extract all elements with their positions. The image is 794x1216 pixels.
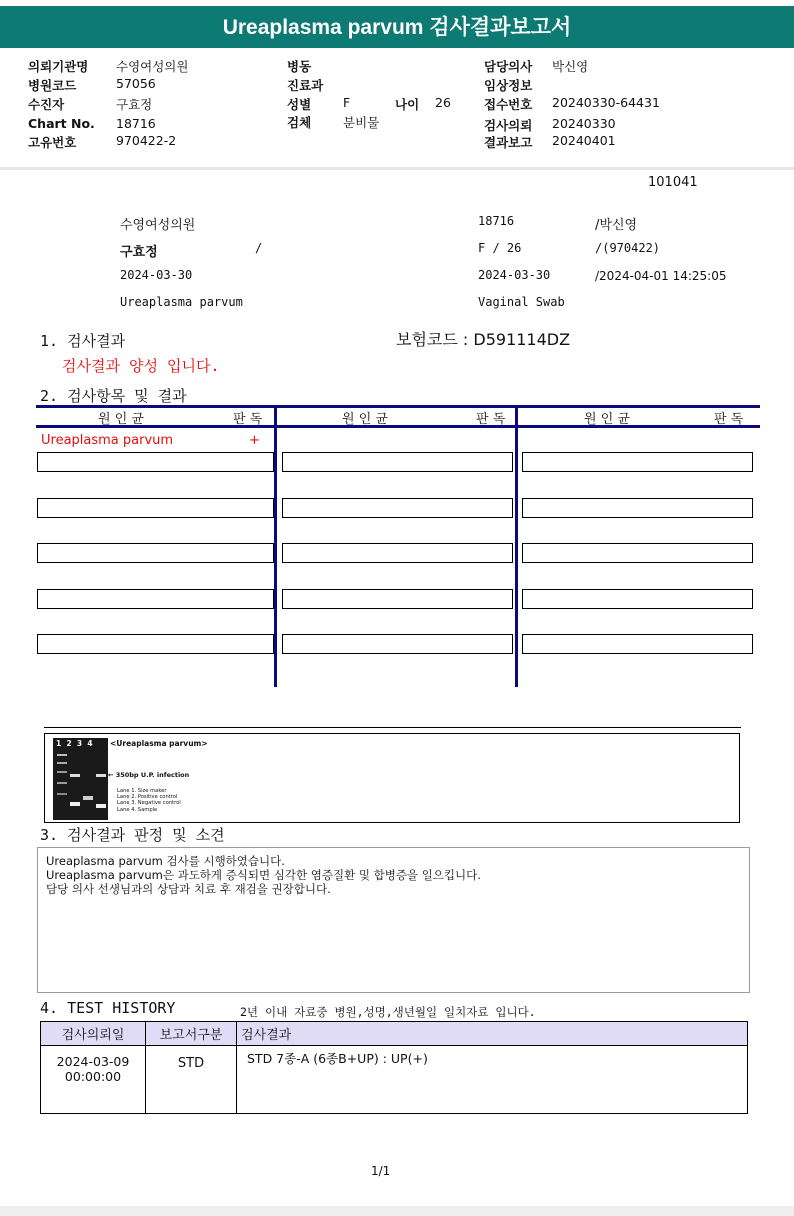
grid-top-line xyxy=(36,405,760,408)
result-cell xyxy=(37,634,274,654)
history-col-type: 보고서구분 xyxy=(146,1022,237,1046)
result-cell xyxy=(37,452,274,472)
col3-pathogen-header: 원 인 균 xyxy=(584,412,630,427)
label-institution: 의뢰기관명 xyxy=(28,59,89,74)
section4-title: 4. TEST HISTORY xyxy=(40,999,176,1017)
doc-number: 101041 xyxy=(648,175,698,190)
label-ward: 병동 xyxy=(287,59,312,74)
section3-title: 3. 검사결과 판정 및 소견 xyxy=(40,826,225,844)
gel-bands xyxy=(53,738,108,820)
report-title: Ureaplasma parvum 검사결과보고서 xyxy=(0,6,794,48)
label-age: 나이 xyxy=(395,97,420,112)
gel-figure-box xyxy=(44,733,740,823)
value-receipt-no: 20240330-64431 xyxy=(552,95,660,110)
result-cell xyxy=(522,634,753,654)
col2-pathogen-header: 원 인 균 xyxy=(342,412,388,427)
label-request-date: 검사의뢰 xyxy=(484,118,533,133)
result-cell xyxy=(37,498,274,518)
col2-judge-header: 판 독 xyxy=(476,412,506,427)
value-sex: F xyxy=(343,95,351,110)
info-patient: 구효정 xyxy=(120,245,158,260)
header-block xyxy=(0,54,794,150)
gel-legend-item: Lane 1. Size maker xyxy=(117,788,167,794)
grid-divider-2 xyxy=(515,405,518,687)
history-header-row xyxy=(41,1022,748,1046)
label-receipt-no: 접수번호 xyxy=(484,97,533,112)
info-specimen: Vaginal Swab xyxy=(478,295,565,309)
col1-pathogen-header: 원 인 균 xyxy=(98,412,144,427)
value-request-date: 20240330 xyxy=(552,116,616,131)
value-specimen: 분비물 xyxy=(343,115,380,130)
gel-arrow-label: ← 350bp U.P. infection xyxy=(108,771,190,779)
table-row xyxy=(41,1046,748,1114)
insurance-code: 보험코드 : D591114DZ xyxy=(396,330,571,349)
result-cell xyxy=(282,589,513,609)
result-cell xyxy=(37,589,274,609)
history-note: 2년 이내 자료중 병원,성명,생년월일 일치자료 입니다. xyxy=(240,1005,536,1019)
info-date1: 2024-03-30 xyxy=(120,268,193,282)
value-doctor: 박신영 xyxy=(552,59,589,74)
history-col-date: 검사의뢰일 xyxy=(41,1022,146,1046)
gel-legend xyxy=(117,788,181,813)
grid-header-line xyxy=(36,425,760,428)
result-cell xyxy=(522,452,753,472)
page-bottom-band xyxy=(0,1206,794,1216)
value-hospital-code: 57056 xyxy=(116,76,156,91)
label-patient: 수진자 xyxy=(28,97,65,112)
gel-top-rule xyxy=(44,727,741,728)
info-slash: / xyxy=(255,241,263,255)
results-grid xyxy=(36,405,760,687)
label-sex: 성별 xyxy=(287,97,312,112)
info-date2: 2024-03-30 xyxy=(478,268,551,282)
value-institution: 수영여성의원 xyxy=(116,59,189,74)
opinion-box xyxy=(37,847,750,993)
label-chart-no: Chart No. xyxy=(28,116,95,131)
history-result: STD 7종-A (6종B+UP) : UP(+) xyxy=(237,1046,748,1114)
value-patient: 구효정 xyxy=(116,97,153,112)
section2-title: 2. 검사항목 및 결과 xyxy=(40,387,187,405)
gel-lane-numbers: 1 2 3 4 xyxy=(56,739,93,748)
history-col-result: 검사결과 xyxy=(237,1022,748,1046)
opinion-line: 담당 의사 선생님과의 상담과 치료 후 재검을 권장합니다. xyxy=(46,882,331,896)
grid-divider-1 xyxy=(274,405,277,687)
label-doctor: 담당의사 xyxy=(484,59,533,74)
label-department: 진료과 xyxy=(287,78,324,93)
pathogen-name: Ureaplasma parvum xyxy=(41,433,174,448)
info-chart-no: 18716 xyxy=(478,214,515,228)
info-test-name: Ureaplasma parvum xyxy=(120,295,243,309)
result-cell xyxy=(522,589,753,609)
pathogen-result: + xyxy=(249,433,260,448)
result-cell xyxy=(282,452,513,472)
history-date-cell xyxy=(41,1046,146,1114)
info-birth: /(970422) xyxy=(595,241,661,255)
info-institution: 수영여성의원 xyxy=(120,218,196,233)
info-sex-age: F / 26 xyxy=(478,241,522,255)
result-cell xyxy=(522,498,753,518)
history-date: 2024-03-09 xyxy=(56,1054,130,1069)
gel-caption-title: <Ureaplasma parvum> xyxy=(110,739,208,748)
col1-judge-header: 판 독 xyxy=(233,412,263,427)
value-report-date: 20240401 xyxy=(552,133,616,148)
history-time: 00:00:00 xyxy=(64,1069,122,1084)
gel-legend-item: Lane 4. Sample xyxy=(117,806,158,813)
opinion-line: Ureaplasma parvum은 과도하게 증식되면 심각한 염증질환 및 합병증을 일으킵니다. xyxy=(46,868,481,882)
gel-legend-item: Lane 2. Positive control xyxy=(117,794,178,801)
label-hospital-code: 병원코드 xyxy=(28,78,77,93)
result-cell xyxy=(282,634,513,654)
info-doctor: /박신영 xyxy=(595,218,638,233)
result-cell xyxy=(282,498,513,518)
header-divider xyxy=(0,167,794,170)
value-unique-no: 970422-2 xyxy=(116,133,177,148)
page-number: 1/1 xyxy=(371,1164,391,1178)
info-block xyxy=(0,205,794,315)
history-table xyxy=(40,1021,748,1114)
gel-image xyxy=(53,738,108,820)
label-clinical-info: 임상정보 xyxy=(484,78,533,93)
gel-legend-item: Lane 3. Negative control xyxy=(117,800,181,807)
value-chart-no: 18716 xyxy=(116,116,156,131)
info-datetime: /2024-04-01 14:25:05 xyxy=(595,269,727,283)
result-cell xyxy=(37,543,274,563)
label-unique-no: 고유번호 xyxy=(28,135,77,150)
result-cell xyxy=(522,543,753,563)
value-age: 26 xyxy=(435,95,451,110)
result-cell xyxy=(282,543,513,563)
col3-judge-header: 판 독 xyxy=(714,412,744,427)
section1-title: 1. 검사결과 xyxy=(40,332,126,350)
history-type: STD xyxy=(146,1046,237,1114)
result-summary: 검사결과 양성 입니다. xyxy=(62,357,220,375)
label-specimen: 검체 xyxy=(287,115,312,130)
label-report-date: 결과보고 xyxy=(484,135,533,150)
opinion-line: Ureaplasma parvum 검사를 시행하였습니다. xyxy=(46,854,285,868)
